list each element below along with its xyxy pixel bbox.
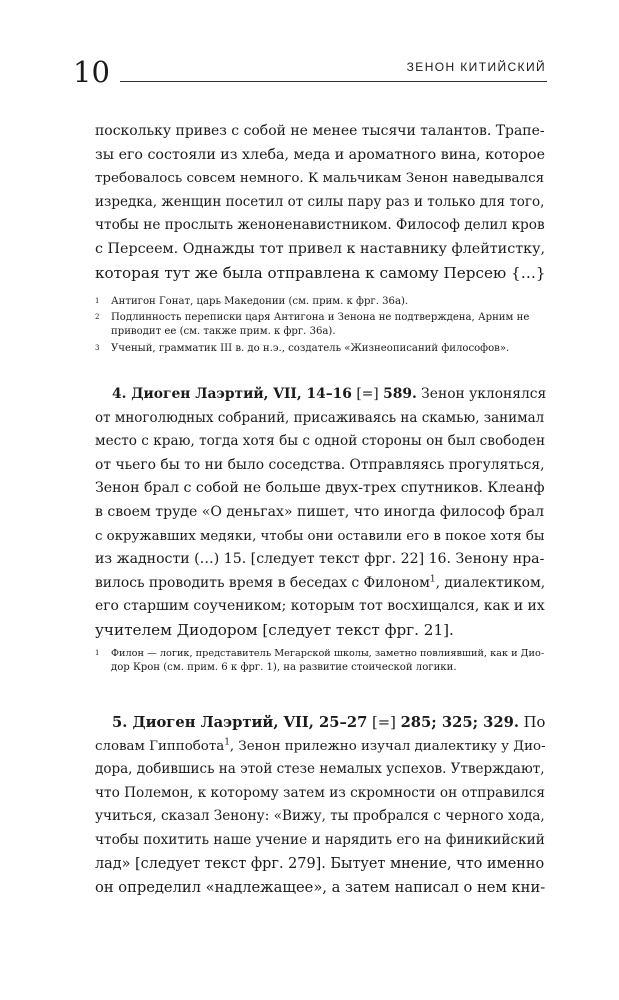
equals-ref: [=] — [351, 386, 384, 402]
paragraph-1 — [95, 120, 547, 285]
footnote — [95, 647, 547, 675]
fragment-heading: 4. Диоген Лаэртий, VII, 14–16 — [112, 386, 352, 402]
footnotes-block-1 — [95, 295, 547, 356]
text-line: от многолюдных собраний, присаживаясь на скамью, занимал — [95, 409, 545, 426]
text-line: место с краю, тогда хотя бы с одной стороны он был свободен — [95, 433, 546, 450]
text-line: учителем Диодором [следует текст фрг. 21]. — [95, 620, 454, 639]
text-line: с окружавших медяки, чтобы они оставили его в покое хотя бы — [95, 528, 545, 544]
text-line: дора, добившись на этой стезе немалых успехов. Утверждают, — [95, 761, 545, 778]
text-line: зы его состояли из хлеба, меда и ароматного вина, которое — [95, 146, 546, 163]
footnote-ref: 1 — [224, 737, 230, 748]
footnote-text: Подлинность переписки царя Антигона и Зенона не подтверждена, Арним не — [111, 312, 530, 324]
text-line: в своем труде «О деньгах» пишет, что иногда философ брал — [95, 503, 545, 520]
running-title: ЗЕНОН КИТИЙСКИЙ — [406, 60, 546, 74]
text-line: от чьего бы то ни было соседства. Отправляясь прогуляться, — [95, 456, 545, 473]
fragment-ref-number: 589. — [383, 386, 417, 402]
text-line — [95, 711, 547, 735]
footnote-text: Ученый, грамматик III в. до н.э., создатель «Жизнеописаний философов». — [111, 342, 510, 354]
footnote-ref: 1 — [429, 574, 436, 585]
text-line: из жадности (…) 15. [следует текст фрг. 22] 16. Зенону нра- — [95, 551, 545, 568]
text-line: чтобы похитить наше учение и нарядить его на финикийский — [95, 831, 545, 848]
page-number: 10 — [73, 55, 110, 89]
footnote-text: приводит ее (см. также прим. к фрг. 36а). — [111, 326, 336, 338]
text-line: чтобы не прослыть женоненавистником. Философ делил кров — [95, 217, 545, 234]
text-line: лад» [следует текст фрг. 279]. Бытует мнение, что именно — [95, 855, 545, 872]
text-segment: Зенон уклонялся — [416, 386, 547, 402]
footnote — [95, 295, 547, 309]
text-line: что Полемон, к которому затем из скромности он отправился — [95, 784, 546, 801]
footnote-text: Филон — логик, представитель Мегарской школы, заметно повлиявший, как и Дио- — [111, 648, 545, 659]
text-line — [95, 572, 547, 596]
footnote-mark: 1 — [95, 649, 100, 657]
footnote — [95, 311, 547, 339]
footnotes-block-2 — [95, 647, 547, 675]
footnote-text: Антигон Гонат, царь Македонии (см. прим. к фрг. 36а). — [111, 296, 409, 307]
text-line: изредка, женщин посетил от силы пару раз и только для того, — [95, 193, 545, 210]
text-line: учиться, сказал Зенону: «Вижу, ты пробрался с черного хода, — [95, 808, 545, 825]
text-line: с Персеем. Однажды тот привел к наставнику флейтистку, — [95, 240, 546, 257]
header-rule — [120, 81, 547, 82]
text-segment: , Зенон прилежно изучал диалектику у Дио- — [229, 738, 546, 754]
equals-ref: [=] — [367, 714, 401, 731]
text-line — [95, 735, 547, 759]
page-header — [0, 0, 619, 110]
text-line: которая тут же была отправлена к самому Персею {…} — [95, 263, 546, 282]
footnote-mark: 1 — [95, 297, 100, 305]
text-segment: По — [518, 714, 546, 731]
text-line: он определил «надлежащее», а затем написал о нем кни- — [95, 879, 546, 897]
text-line — [95, 383, 547, 407]
paragraph-2 — [95, 383, 547, 643]
text-segment: словам Гиппобота — [95, 738, 225, 754]
fragment-ref-numbers: 285; 325; 329. — [400, 714, 519, 731]
footnote-text: дор Крон (см. прим. 6 к фрг. 1), на развитие стоической логики. — [111, 662, 457, 674]
text-segment: вилось проводить время в беседах с Филоном — [95, 574, 430, 591]
text-line: поскольку привез с собой не менее тысячи талантов. Трапе- — [95, 123, 545, 139]
footnote-mark: 3 — [95, 343, 100, 352]
text-segment: , диалектиком, — [435, 574, 546, 591]
footnote — [95, 342, 547, 356]
fragment-heading: 5. Диоген Лаэртий, VII, 25–27 — [112, 714, 368, 731]
text-line: Зенон брал с собой не больше двух-трех спутников. Клеанф — [95, 480, 545, 497]
footnote-mark: 2 — [95, 313, 100, 322]
text-line: требовалось совсем немного. К мальчикам Зенон наведывался — [95, 171, 545, 187]
text-line: его старшим соучеником; которым тот восхищался, как и их — [95, 598, 545, 615]
paragraph-3 — [95, 711, 547, 900]
